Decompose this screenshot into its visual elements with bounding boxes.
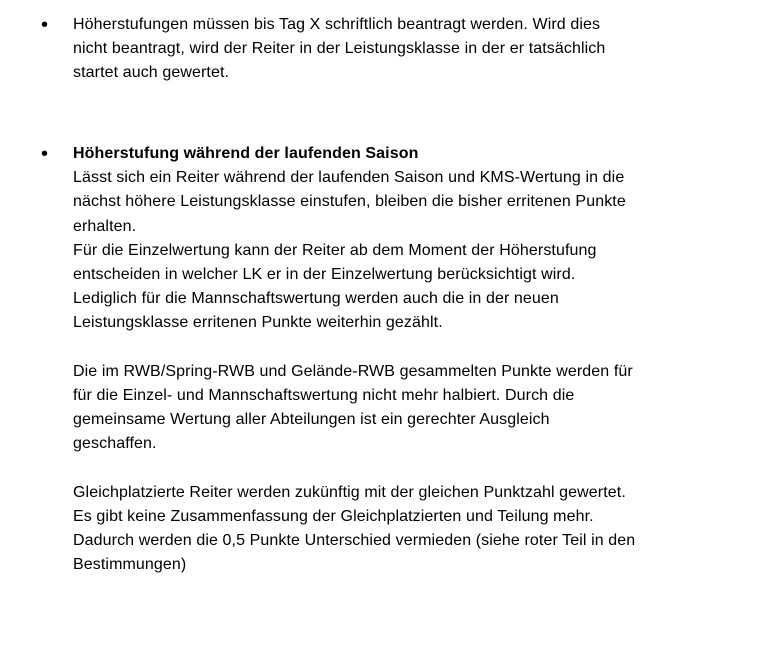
text-line: entscheiden in welcher LK er in der Einzelwertung berücksichtigt wird.	[73, 266, 576, 284]
text-line: Die im RWB/Spring-RWB und Gelände-RWB gesammelten Punkte werden für	[73, 362, 633, 380]
text-line: nicht beantragt, wird der Reiter in der Leistungsklasse in der er tatsächlich	[73, 40, 606, 58]
bullet-item-text	[73, 142, 733, 578]
text-line: startet auch gewertet.	[73, 64, 230, 82]
text-line: Es gibt keine Zusammenfassung der Gleichplatzierten und Teilung mehr.	[73, 508, 594, 526]
text-line: Gleichplatzierte Reiter werden zukünftig mit der gleichen Punktzahl gewertet.	[73, 483, 626, 501]
text-line: Höherstufungen müssen bis Tag X schriftlich beantragt werden. Wird dies	[73, 16, 601, 33]
text-line: Für die Einzelwertung kann der Reiter ab dem Moment der Höherstufung	[73, 241, 597, 259]
text-line: Bestimmungen)	[73, 556, 187, 574]
text-line: geschaffen.	[73, 435, 157, 453]
text-line: Leistungsklasse erritenen Punkte weiterhin gezählt.	[73, 314, 443, 332]
bullet-icon: •	[41, 14, 49, 36]
bullet-item-text	[73, 13, 733, 86]
text-line: erhalten.	[73, 217, 137, 235]
text-line: Lässt sich ein Reiter während der laufenden Saison und KMS-Wertung in die	[73, 169, 625, 187]
text-line: nächst höhere Leistungsklasse einstufen, bleiben die bisher erritenen Punkte	[73, 193, 626, 211]
text-line: Dadurch werden die 0,5 Punkte Unterschied vermieden (siehe roter Teil in den	[73, 532, 636, 550]
section-heading: Höherstufung während der laufenden Saison	[73, 145, 419, 162]
bullet-icon: •	[41, 143, 49, 165]
paragraph-spacer	[73, 336, 733, 360]
text-line: Lediglich für die Mannschaftswertung werden auch die in der neuen	[73, 290, 559, 308]
text-line: gemeinsame Wertung aller Abteilungen ist ein gerechter Ausgleich	[73, 411, 550, 429]
text-line: für die Einzel- und Mannschaftswertung nicht mehr halbiert. Durch die	[73, 387, 575, 405]
paragraph-spacer	[73, 457, 733, 481]
